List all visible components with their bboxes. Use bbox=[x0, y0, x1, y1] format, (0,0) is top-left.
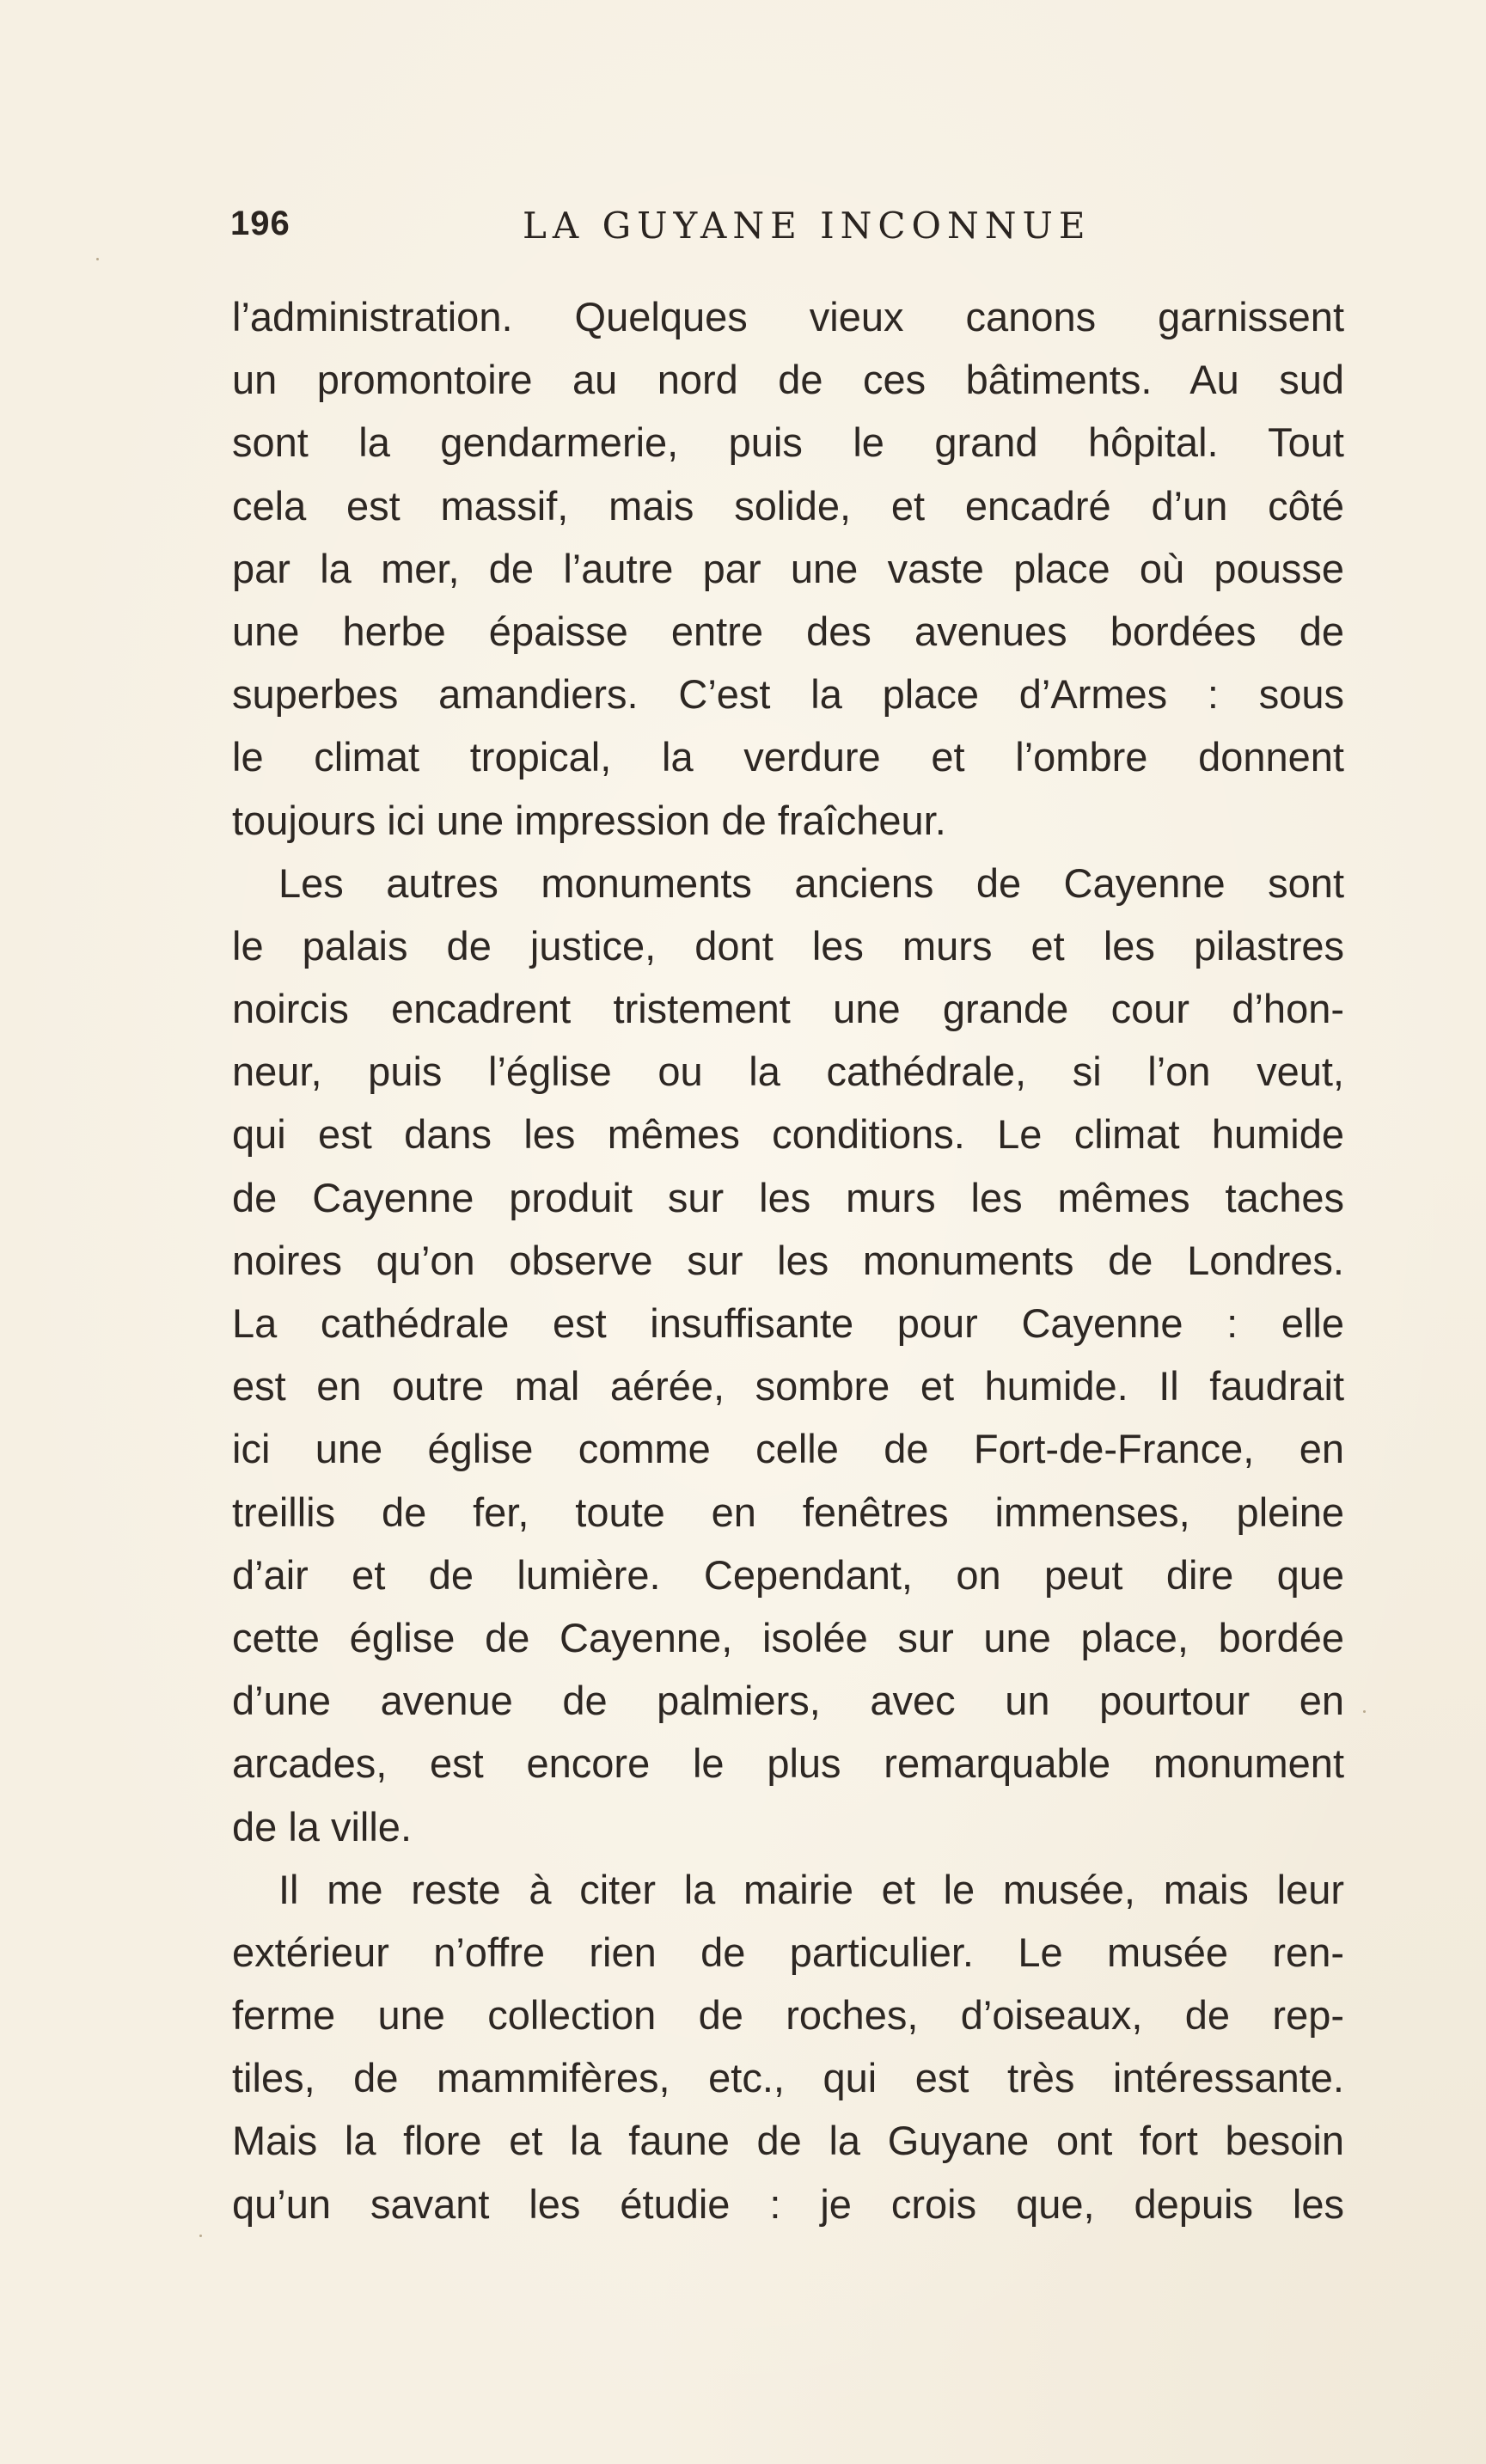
text-line: sont la gendarmerie, puis le grand hôpital. Tout bbox=[232, 419, 1344, 466]
text-line: toujours ici une impression de fraîcheur. bbox=[232, 797, 946, 843]
text-line: superbes amandiers. C’est la place d’Armes : sous bbox=[232, 671, 1344, 718]
paragraph-start-line: Les autres monuments anciens de Cayenne sont bbox=[278, 859, 1344, 906]
paper-speck bbox=[199, 2235, 202, 2237]
text-line: qu’un savant les étudie : je crois que, depuis les bbox=[232, 2180, 1344, 2227]
paragraph-start-line: Il me reste à citer la mairie et le musée, mais leur bbox=[278, 1866, 1344, 1912]
text-line: extérieur n’offre rien de particulier. Le musée ren- bbox=[232, 1929, 1344, 1975]
text-line: d’une avenue de palmiers, avec un pourtour en bbox=[232, 1678, 1344, 1724]
paper-speck bbox=[1363, 1710, 1366, 1713]
text-line: une herbe épaisse entre des avenues bordées de bbox=[232, 608, 1344, 654]
text-line: noircis encadrent tristement une grande cour d’hon- bbox=[232, 986, 1344, 1032]
text-line: de Cayenne produit sur les murs les mêmes taches bbox=[232, 1174, 1344, 1220]
text-line: La cathédrale est insuffisante pour Cayenne : elle bbox=[232, 1300, 1344, 1346]
text-line: arcades, est encore le plus remarquable monument bbox=[232, 1740, 1344, 1787]
text-line: Mais la flore et la faune de la Guyane ont fort besoin bbox=[232, 2118, 1344, 2164]
text-line: noires qu’on observe sur les monuments de Londres. bbox=[232, 1237, 1344, 1283]
text-line: est en outre mal aérée, sombre et humide. Il faudrait bbox=[232, 1363, 1344, 1409]
text-line: neur, puis l’église ou la cathédrale, si l’on veut, bbox=[232, 1049, 1344, 1095]
text-line: cela est massif, mais solide, et encadré d’un côté bbox=[232, 482, 1344, 529]
text-line: cette église de Cayenne, isolée sur une place, bordée bbox=[232, 1614, 1344, 1660]
text-line: un promontoire au nord de ces bâtiments. Au sud bbox=[232, 357, 1344, 403]
text-line: ici une église comme celle de Fort-de-France, en bbox=[232, 1426, 1344, 1472]
running-title: LA GUYANE INCONNUE bbox=[523, 205, 1092, 247]
text-line: treillis de fer, toute en fenêtres immenses, pleine bbox=[232, 1489, 1344, 1535]
text-line: ferme une collection de roches, d’oiseaux, de rep- bbox=[232, 1992, 1344, 2039]
text-line: par la mer, de l’autre par une vaste place où pousse bbox=[232, 545, 1344, 591]
text-line: d’air et de lumière. Cependant, on peut dire que bbox=[232, 1551, 1344, 1598]
page-number: 196 bbox=[230, 205, 290, 242]
text-line: le palais de justice, dont les murs et les pilastres bbox=[232, 922, 1344, 969]
text-line: tiles, de mammifères, etc., qui est très intéressante. bbox=[232, 2055, 1344, 2101]
running-head bbox=[230, 205, 1348, 256]
text-line: le climat tropical, la verdure et l’ombre donnent bbox=[232, 734, 1344, 780]
text-line: l’administration. Quelques vieux canons garnissent bbox=[232, 294, 1344, 339]
body-text bbox=[232, 285, 1344, 2235]
text-line: qui est dans les mêmes conditions. Le climat humide bbox=[232, 1111, 1344, 1158]
paper-speck bbox=[96, 258, 99, 260]
text-line: de la ville. bbox=[232, 1803, 412, 1850]
